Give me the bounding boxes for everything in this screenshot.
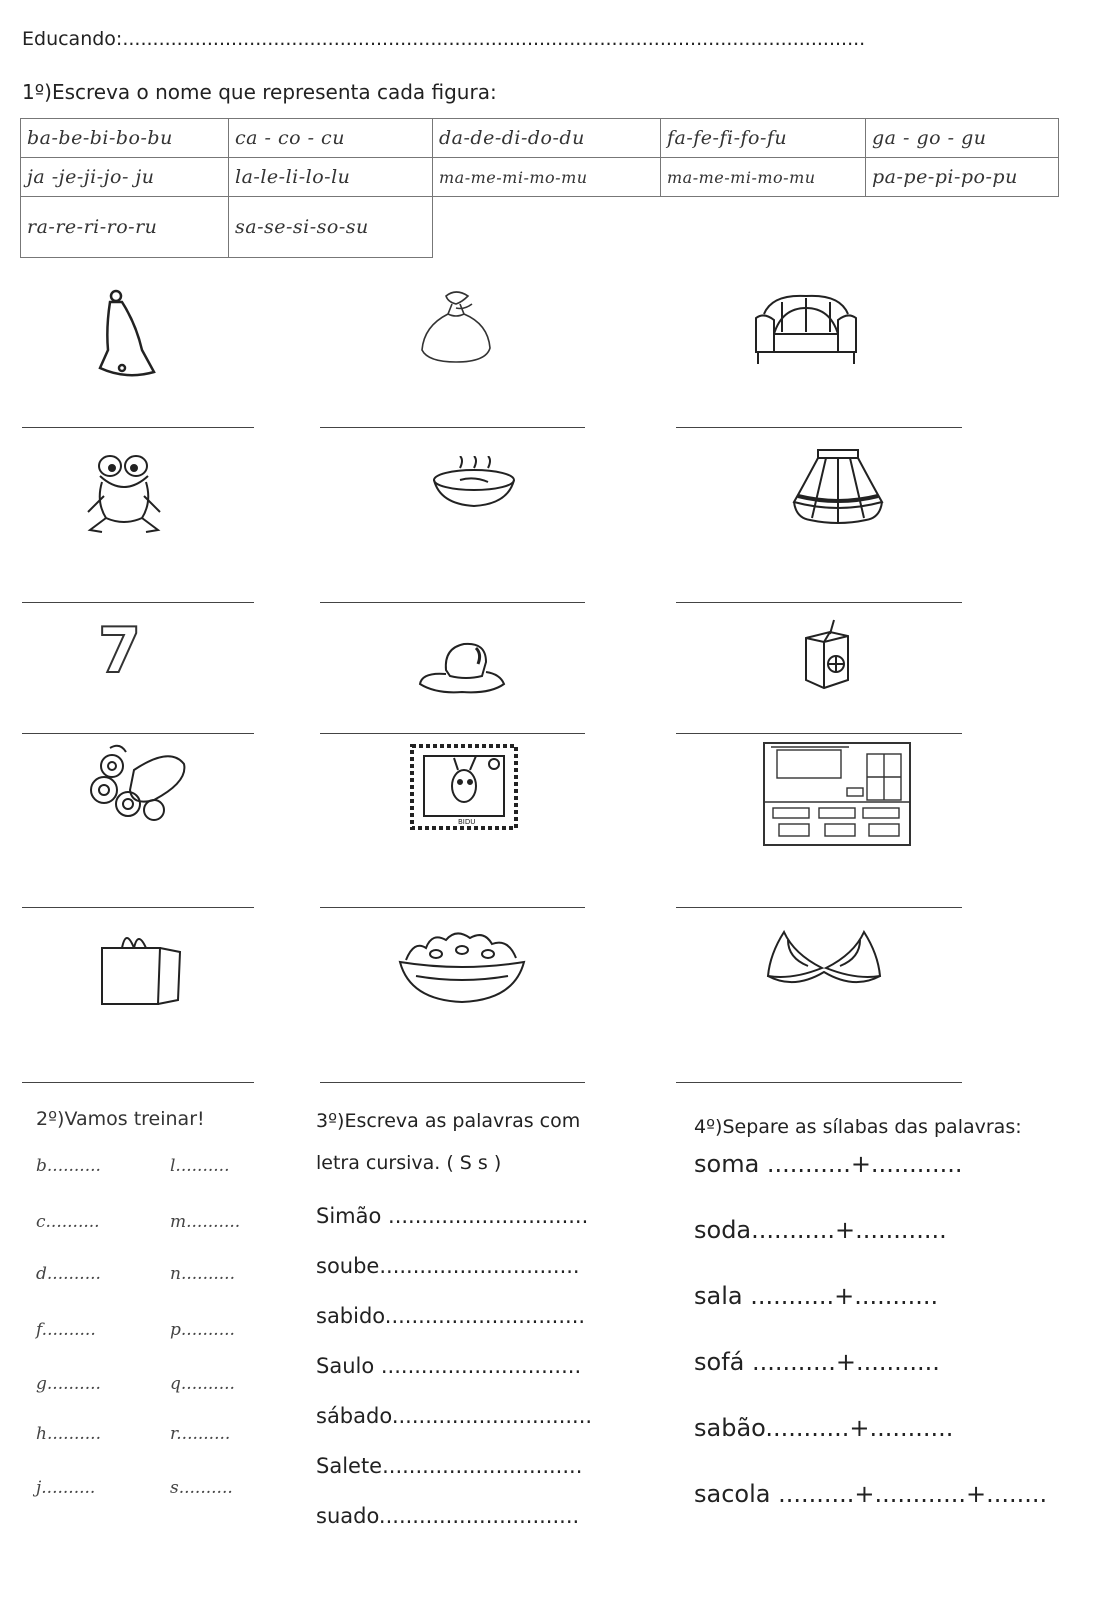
bra-icon [764,928,884,992]
empty-cell [866,197,1059,258]
salami-icon [84,740,194,822]
cursive-practice-item[interactable]: j.......... [36,1478,96,1498]
empty-cell [433,197,661,258]
syllable-cell: da-de-di-do-du [433,119,661,158]
syllable-cell: ma-me-mi-mo-mu [661,158,866,197]
syllable-cell: ca - co - cu [229,119,433,158]
syllable-cell: ja -je-ji-jo- ju [21,158,229,197]
answer-line[interactable] [22,602,254,603]
question-4-title: 4º)Separe as sílabas das palavras: [694,1116,1022,1138]
cursive-practice-item[interactable]: b.......... [36,1156,101,1176]
student-name-label: Educando:........................................................................................................................... [22,28,866,50]
answer-line[interactable] [676,907,962,908]
cursive-practice-item[interactable]: n.......... [170,1264,235,1284]
bell-icon [96,288,158,382]
cursive-practice-item[interactable]: q.......... [170,1374,235,1394]
juice-box-icon [800,618,854,690]
syllable-split-line[interactable]: soda...........+............ [694,1216,947,1244]
word-line[interactable]: soube.............................. [316,1254,580,1278]
word-line[interactable]: sábado.............................. [316,1404,593,1428]
frog-icon [82,452,166,536]
question-3-title: 3º)Escreva as palavras com [316,1110,581,1132]
syllable-split-line[interactable]: sala ...........+........... [694,1282,939,1310]
syllable-cell: la-le-li-lo-lu [229,158,433,197]
syllable-split-line[interactable]: soma ...........+............ [694,1150,963,1178]
sack-icon [418,288,494,364]
syllable-cell: sa-se-si-so-su [229,197,433,258]
question-2-title: 2º)Vamos treinar! [36,1108,205,1130]
classroom-icon [763,742,911,846]
empty-cell [661,197,866,258]
salad-bowl-icon [396,926,528,1006]
question-1-title: 1º)Escreva o nome que representa cada figura: [22,80,497,104]
word-line[interactable]: Salete.............................. [316,1454,583,1478]
cursive-practice-item[interactable]: p.......... [170,1320,235,1340]
cursive-practice-item[interactable]: d.......... [36,1264,101,1284]
answer-line[interactable] [676,733,962,734]
cursive-practice-item[interactable]: r.......... [170,1424,231,1444]
answer-line[interactable] [320,733,585,734]
question-3-subtitle: letra cursiva. ( S s ) [316,1152,502,1174]
word-line[interactable]: Saulo .............................. [316,1354,582,1378]
syllable-cell: ga - go - gu [866,119,1059,158]
syllable-cell: ma-me-mi-mo-mu [433,158,661,197]
syllable-cell: ba-be-bi-bo-bu [21,119,229,158]
answer-line[interactable] [676,602,962,603]
syllable-split-line[interactable]: sacola ..........+............+........ [694,1480,1048,1508]
syllable-cell: fa-fe-fi-fo-fu [661,119,866,158]
answer-line[interactable] [676,1082,962,1083]
syllable-cell: pa-pe-pi-po-pu [866,158,1059,197]
cursive-practice-item[interactable]: l.......... [170,1156,230,1176]
syllable-split-line[interactable]: sofá ...........+........... [694,1348,940,1376]
stamp-icon [408,742,520,832]
number-seven-icon: 7 [98,614,142,687]
syllable-cell: ra-re-ri-ro-ru [21,197,229,258]
answer-line[interactable] [676,427,962,428]
cursive-practice-item[interactable]: f.......... [36,1320,96,1340]
answer-line[interactable] [320,907,585,908]
word-line[interactable]: suado.............................. [316,1504,580,1528]
stamp-label: BIDU [458,818,476,826]
answer-line[interactable] [320,427,585,428]
syllable-table [20,118,1059,258]
syllable-split-line[interactable]: sabão...........+........... [694,1414,954,1442]
soup-bowl-icon [430,456,518,512]
cursive-practice-item[interactable]: m.......... [170,1212,241,1232]
cursive-practice-item[interactable]: s.......... [170,1478,233,1498]
cursive-practice-item[interactable]: g.......... [36,1374,101,1394]
skirt-icon [790,448,886,526]
answer-line[interactable] [22,427,254,428]
word-line[interactable]: sabido.............................. [316,1304,586,1328]
cursive-practice-item[interactable]: c.......... [36,1212,100,1232]
answer-line[interactable] [320,1082,585,1083]
answer-line[interactable] [22,733,254,734]
melted-ice-cream-icon [416,640,508,696]
word-line[interactable]: Simão .............................. [316,1204,589,1228]
answer-line[interactable] [320,602,585,603]
cursive-practice-item[interactable]: h.......... [36,1424,101,1444]
answer-line[interactable] [22,907,254,908]
sofa-icon [752,288,860,368]
answer-line[interactable] [22,1082,254,1083]
shopping-bag-icon [98,928,184,1010]
